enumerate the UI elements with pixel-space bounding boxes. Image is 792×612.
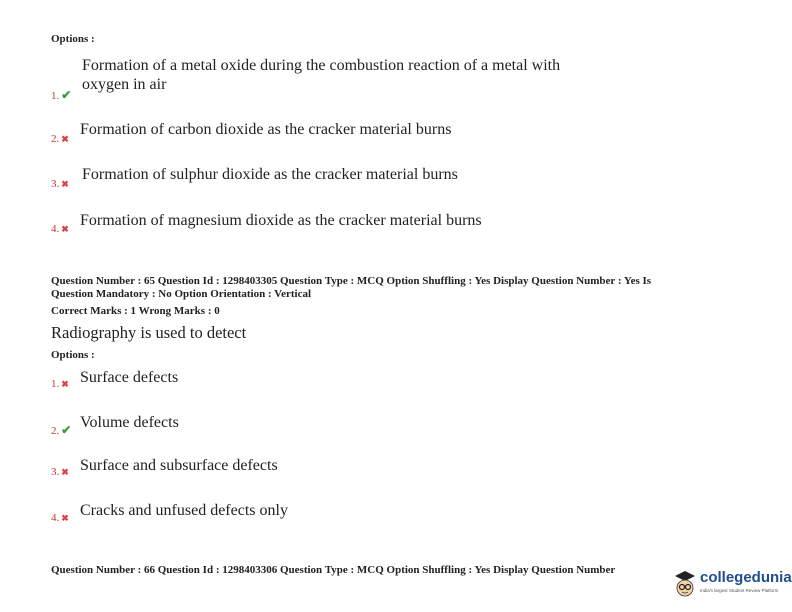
options-label: Options :	[51, 33, 95, 45]
q65-meta-line2: Question Mandatory : No Option Orientation : Vertical	[51, 288, 312, 300]
q65-option-1-number	[51, 378, 69, 390]
q65-option-3-text: Surface and subsurface defects	[80, 457, 278, 474]
option-number: 1.	[51, 378, 60, 390]
q64-option-3-text: Formation of sulphur dioxide as the cracker material burns	[82, 166, 458, 183]
option-number: 4.	[51, 512, 60, 524]
option-number: 3.	[51, 178, 60, 190]
cross-icon: ✖	[61, 466, 69, 477]
option-number: 4.	[51, 223, 60, 235]
logo-name: collegedunia	[700, 569, 792, 586]
option-number: 2.	[51, 424, 60, 437]
option-number: 1.	[51, 89, 60, 102]
q65-question-text: Radiography is used to detect	[51, 323, 247, 342]
q64-option-1-number	[51, 88, 71, 103]
q65-option-1-text: Surface defects	[80, 369, 179, 386]
q65-marks: Correct Marks : 1 Wrong Marks : 0	[51, 305, 220, 317]
cross-icon: ✖	[61, 133, 69, 144]
cross-icon: ✖	[61, 178, 69, 189]
cross-icon: ✖	[61, 512, 69, 523]
q66-meta-line1: Question Number : 66 Question Id : 1298403306 Question Type : MCQ Option Shuffling : Yes Display Question Number	[51, 564, 616, 576]
q64-option-4-text: Formation of magnesium dioxide as the cracker material burns	[80, 212, 482, 229]
options-label: Options :	[51, 349, 95, 361]
mascot-icon	[672, 570, 698, 600]
q64-option-1-text-line2: oxygen in air	[82, 76, 167, 93]
q64-option-4-number	[51, 223, 69, 235]
logo-tagline: India's largest Student Review Platform	[700, 588, 779, 593]
q65-option-3-number	[51, 466, 69, 478]
check-icon: ✔	[61, 88, 72, 102]
q64-option-1-text-line1: Formation of a metal oxide during the combustion reaction of a metal with	[82, 57, 561, 74]
cross-icon: ✖	[61, 223, 69, 234]
q64-option-2-text: Formation of carbon dioxide as the cracker material burns	[80, 121, 452, 138]
option-number: 2.	[51, 133, 60, 145]
q64-option-3-number	[51, 178, 69, 190]
check-icon: ✔	[61, 423, 72, 437]
q65-option-4-text: Cracks and unfused defects only	[80, 502, 288, 519]
q65-option-2-text: Volume defects	[80, 414, 179, 431]
option-number: 3.	[51, 466, 60, 478]
cross-icon: ✖	[61, 378, 69, 389]
q65-option-2-number	[51, 423, 71, 438]
q64-option-2-number	[51, 133, 69, 145]
q65-option-4-number	[51, 512, 69, 524]
q65-meta-line1: Question Number : 65 Question Id : 1298403305 Question Type : MCQ Option Shuffling : Yes Display Question Number : Yes Is	[51, 275, 652, 287]
collegedunia-logo	[672, 570, 792, 600]
